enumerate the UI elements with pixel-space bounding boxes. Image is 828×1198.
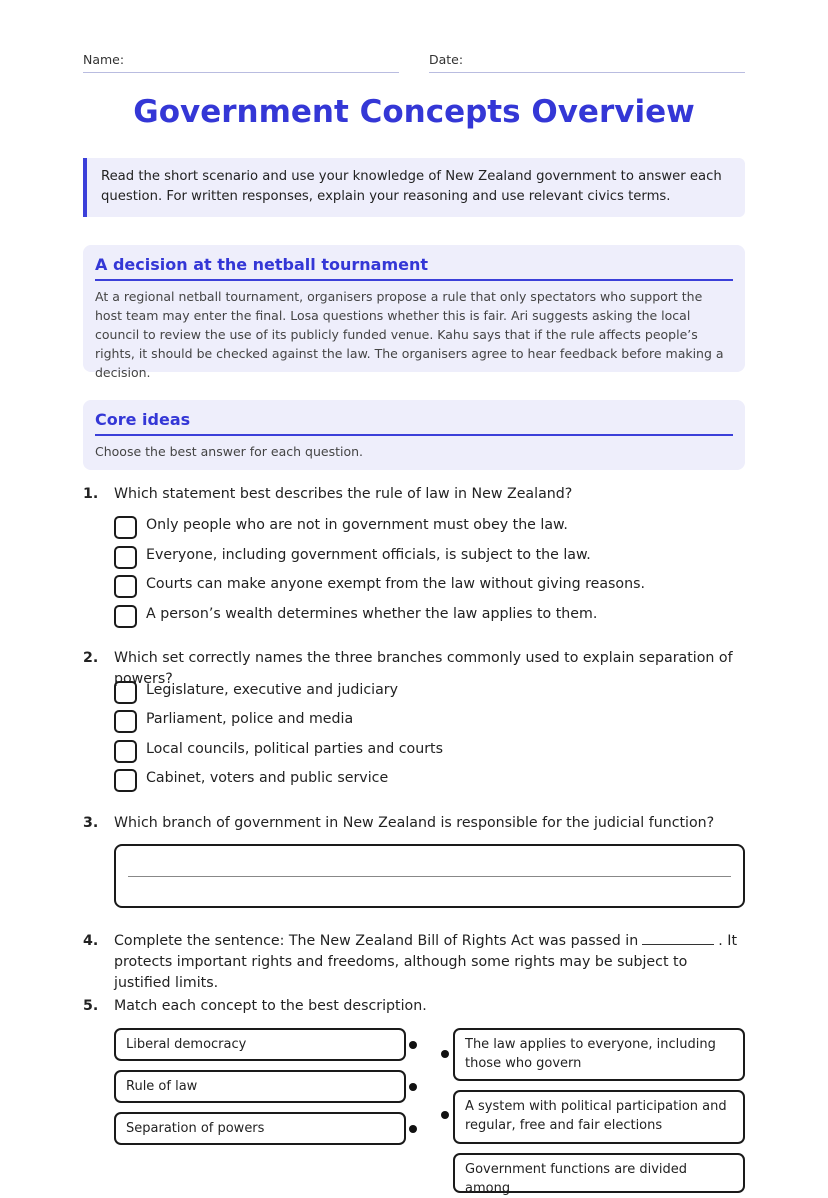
question-number: 3.: [83, 815, 99, 831]
option-label: Everyone, including government officials, is subject to the law.: [146, 547, 591, 563]
question-number: 2.: [83, 650, 99, 666]
question-text: Which set correctly names the three branches commonly used to explain separation of powers?: [114, 650, 733, 687]
question-text: Which branch of government in New Zealand is responsible for the judicial function?: [114, 815, 715, 831]
match-right-dot-1[interactable]: [441, 1050, 449, 1058]
page-title: Government Concepts Overview: [133, 94, 695, 130]
option-label: Only people who are not in government must obey the law.: [146, 517, 568, 533]
checkbox[interactable]: [114, 605, 137, 628]
match-right-dot-2[interactable]: [441, 1111, 449, 1119]
checkbox[interactable]: [114, 516, 137, 539]
question-text: Which statement best describes the rule of law in New Zealand?: [114, 486, 573, 502]
sentence-start: Complete the sentence: The New Zealand Bill of Rights Act was passed in: [114, 933, 639, 949]
scenario-panel: [83, 245, 745, 380]
match-left-dot-2[interactable]: [409, 1083, 417, 1091]
option-label: Local councils, political parties and courts: [146, 741, 443, 757]
scenario-heading: A decision at the netball tournament: [95, 255, 733, 281]
question-number: 5.: [83, 998, 99, 1014]
question-number: 1.: [83, 486, 99, 502]
match-left-dot-1[interactable]: [409, 1041, 417, 1049]
option-label: Cabinet, voters and public service: [146, 770, 389, 786]
match-concept-1[interactable]: Liberal democracy: [114, 1028, 406, 1061]
match-description-3[interactable]: Government functions are divided among: [453, 1153, 745, 1193]
checkbox[interactable]: [114, 740, 137, 763]
checkbox[interactable]: [114, 575, 137, 598]
question-text: Match each concept to the best description.: [114, 998, 427, 1014]
option-label: Courts can make anyone exempt from the law without giving reasons.: [146, 576, 646, 592]
name-label: Name:: [83, 52, 125, 67]
match-description-1[interactable]: The law applies to everyone, including those who govern: [453, 1028, 745, 1081]
name-date-row: [83, 52, 745, 74]
instructions-callout: Read the short scenario and use your knowledge of New Zealand government to answer each question. For written responses, explain your reasoning and use relevant civics terms.: [83, 158, 745, 217]
option-label: A person’s wealth determines whether the law applies to them.: [146, 606, 598, 622]
fill-in-blank[interactable]: [642, 931, 714, 945]
sentence-end: . It protects important rights and freedoms, although some rights may be subject to justified limits.: [114, 933, 738, 991]
checkbox[interactable]: [114, 710, 137, 733]
checkbox[interactable]: [114, 769, 137, 792]
option-label: Legislature, executive and judiciary: [146, 682, 399, 698]
scenario-body: At a regional netball tournament, organisers propose a rule that only spectators who support the host team may enter the final. Losa questions whether this is fair. Ari suggests asking the local council to review the use of its publicly funded venue. Kahu says that if the rule affects people’s rights, it should be checked against the law. The organisers agree to hear feedback before making a decision.: [95, 289, 724, 380]
match-description-2[interactable]: A system with political participation and regular, free and fair elections: [453, 1090, 745, 1144]
option-label: Parliament, police and media: [146, 711, 354, 727]
date-field[interactable]: [429, 52, 745, 73]
match-concept-2[interactable]: Rule of law: [114, 1070, 406, 1103]
checkbox[interactable]: [114, 681, 137, 704]
core-ideas-panel: [83, 400, 745, 470]
name-field[interactable]: [83, 52, 399, 73]
question-number: 4.: [83, 933, 99, 949]
core-ideas-body: Choose the best answer for each question.: [95, 444, 363, 459]
core-ideas-heading: Core ideas: [95, 410, 733, 436]
checkbox[interactable]: [114, 546, 137, 569]
match-left-dot-3[interactable]: [409, 1125, 417, 1133]
match-concept-3[interactable]: Separation of powers: [114, 1112, 406, 1145]
date-label: Date:: [429, 52, 464, 67]
q3-answer-box[interactable]: [114, 844, 745, 908]
answer-line: [128, 876, 731, 877]
question-text: [114, 931, 745, 994]
